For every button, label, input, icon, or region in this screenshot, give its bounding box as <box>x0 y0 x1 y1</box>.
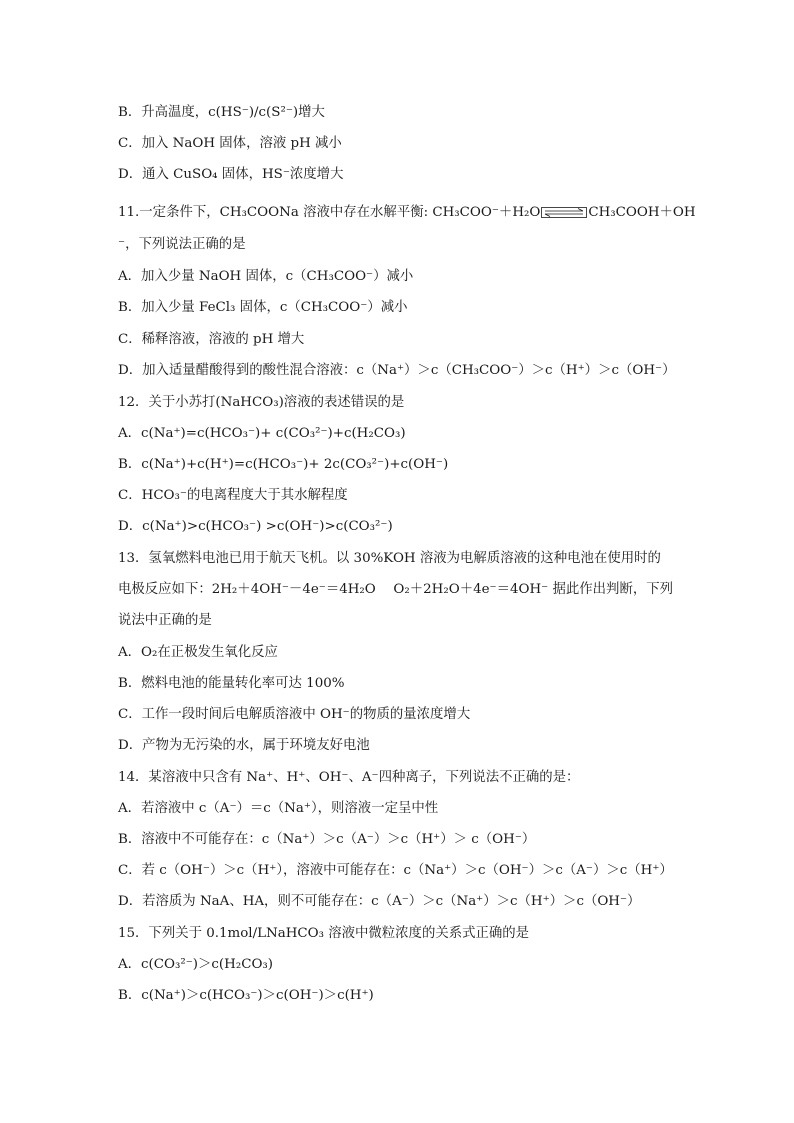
q11-stem <box>118 204 696 222</box>
q12-option-d: D．c(Na⁺)>c(HCO₃⁻) >c(OH⁻)>c(CO₃²⁻) <box>118 519 393 534</box>
q10-option-c: C．加入 NaOH 固体，溶液 pH 减小 <box>118 136 342 151</box>
equilibrium-arrow-icon <box>541 207 587 218</box>
q13-option-a: A．O₂在正极发生氧化反应 <box>118 645 278 660</box>
q11-option-d: D．加入适量醋酸得到的酸性混合溶液：c（Na⁺）＞c（CH₃COO⁻）＞c（H⁺）＞c（OH⁻） <box>118 363 676 378</box>
q14-option-d: D．若溶质为 NaA、HA，则不可能存在：c（A⁻）＞c（Na⁺）＞c（H⁺）＞c（OH⁻） <box>118 894 641 909</box>
q10-option-d: D．通入 CuSO₄ 固体，HS⁻浓度增大 <box>118 167 344 182</box>
q15-option-a: A．c(CO₃²⁻)＞c(H₂CO₃) <box>118 957 274 972</box>
q14-stem: 14．某溶液中只含有 Na⁺、H⁺、OH⁻、A⁻四种离子，下列说法不正确的是： <box>118 770 580 785</box>
q11-stem-cont: ⁻，下列说法正确的是 <box>118 237 246 252</box>
q14-option-b: B．溶液中不可能存在：c（Na⁺）＞c（A⁻）＞c（H⁺）＞ c（OH⁻） <box>118 832 536 847</box>
q13-stem: 13．氢氧燃料电池已用于航天飞机。以 30%KOH 溶液为电解质溶液的这种电池在使用时的 <box>118 551 661 566</box>
q13-option-c: C．工作一段时间后电解质溶液中 OH⁻的物质的量浓度增大 <box>118 707 471 722</box>
q12-stem: 12．关于小苏打(NaHCO₃)溶液的表述错误的是 <box>118 395 405 410</box>
q11-option-c: C．稀释溶液，溶液的 pH 增大 <box>118 332 305 347</box>
q14-option-c: C．若 c（OH⁻）＞c（H⁺），溶液中可能存在：c（Na⁺）＞c（OH⁻）＞c（A⁻）＞c（H⁺） <box>118 863 673 878</box>
q12-option-b: B．c(Na⁺)+c(H⁺)=c(HCO₃⁻)+ 2c(CO₃²⁻)+c(OH⁻) <box>118 457 449 472</box>
q10-option-b: B．升高温度，c(HS⁻)/c(S²⁻)增大 <box>118 105 325 120</box>
q15-stem: 15．下列关于 0.1mol/LNaHCO₃ 溶液中微粒浓度的关系式正确的是 <box>118 926 530 941</box>
q11-stem-right: CH₃COOH＋OH <box>588 205 696 220</box>
q12-option-a: A．c(Na⁺)=c(HCO₃⁻)+ c(CO₃²⁻)+c(H₂CO₃) <box>118 426 406 441</box>
q11-option-b: B．加入少量 FeCl₃ 固体，c（CH₃COO⁻）减小 <box>118 300 408 315</box>
q13-option-b: B．燃料电池的能量转化率可达 100% <box>118 676 345 691</box>
q11-stem-left: 11.一定条件下，CH₃COONa 溶液中存在水解平衡: CH₃COO⁻＋H₂O <box>118 205 541 220</box>
q11-option-a: A．加入少量 NaOH 固体，c（CH₃COO⁻）减小 <box>118 269 414 284</box>
q15-option-b: B．c(Na⁺)＞c(HCO₃⁻)＞c(OH⁻)＞c(H⁺) <box>118 988 374 1003</box>
q14-option-a: A．若溶液中 c（A⁻）＝c（Na⁺），则溶液一定呈中性 <box>118 801 439 816</box>
q13-stem-cont: 电极反应如下：2H₂＋4OH⁻－4e⁻＝4H₂O O₂＋2H₂O＋4e⁻＝4OH⁻ 据此作出判断，下列 <box>118 582 674 597</box>
q12-option-c: C．HCO₃⁻的电离程度大于其水解程度 <box>118 488 348 503</box>
q13-option-d: D．产物为无污染的水，属于环境友好电池 <box>118 738 370 753</box>
q13-stem-cont2: 说法中正确的是 <box>118 613 212 628</box>
